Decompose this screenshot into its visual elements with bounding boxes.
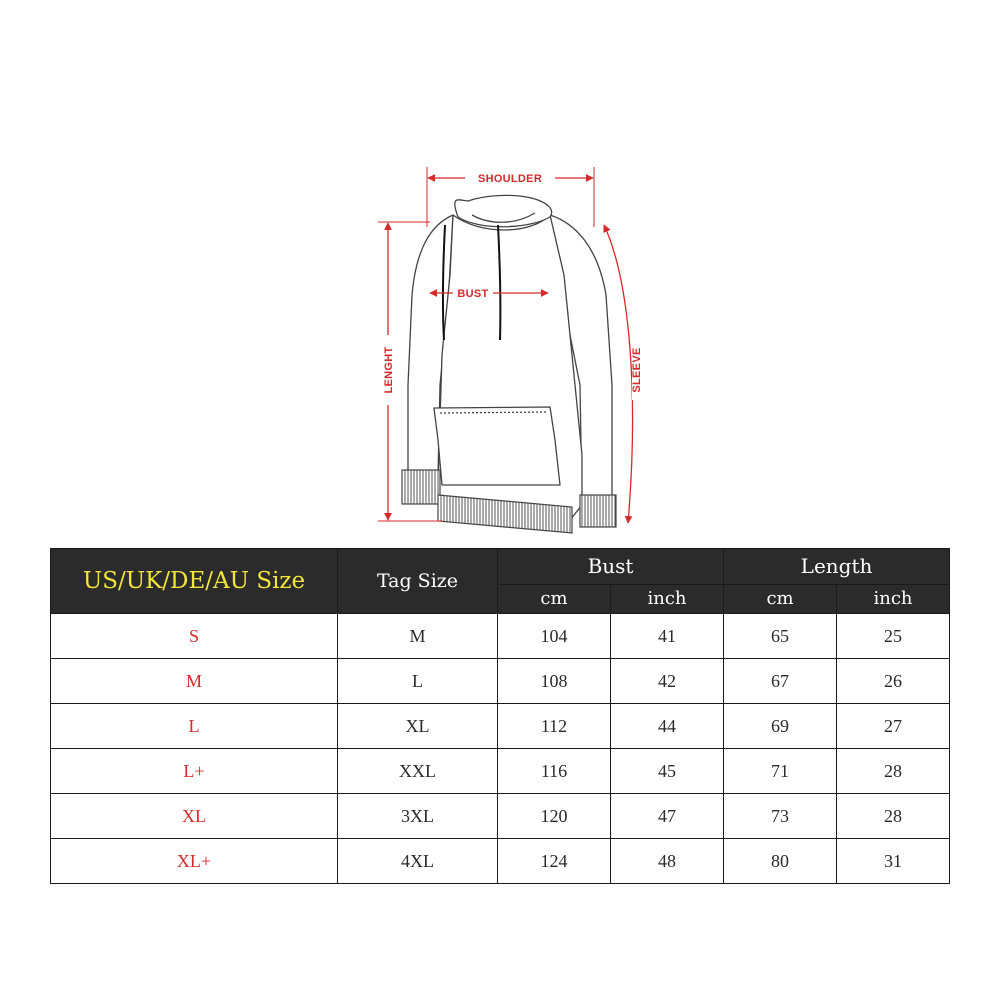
region-size-cell: XL [51, 794, 338, 839]
length-inch-cell: 25 [837, 614, 950, 659]
header-bust-cm: cm [498, 584, 611, 613]
tag-size-cell: XXL [338, 749, 498, 794]
length-inch-cell: 27 [837, 704, 950, 749]
tag-size-cell: 3XL [338, 794, 498, 839]
bust-cm-cell: 116 [498, 749, 611, 794]
left-cuff [402, 470, 440, 504]
hoodie-illustration [350, 155, 670, 540]
header-bust-inch: inch [611, 584, 724, 613]
tag-size-cell: M [338, 614, 498, 659]
length-inch-cell: 28 [837, 749, 950, 794]
bust-label: BUST [457, 288, 489, 300]
length-inch-cell: 26 [837, 659, 950, 704]
bust-inch-cell: 42 [611, 659, 724, 704]
region-size-cell: M [51, 659, 338, 704]
header-length: Length [724, 549, 950, 585]
bust-cm-cell: 124 [498, 839, 611, 884]
bust-cm-cell: 112 [498, 704, 611, 749]
bust-cm-cell: 104 [498, 614, 611, 659]
header-tag-size: Tag Size [338, 549, 498, 614]
table-row [51, 704, 950, 749]
region-size-cell: XL+ [51, 839, 338, 884]
table-row [51, 659, 950, 704]
region-size-cell: S [51, 614, 338, 659]
table-row [51, 749, 950, 794]
bust-cm-cell: 108 [498, 659, 611, 704]
bust-inch-cell: 44 [611, 704, 724, 749]
length-cm-cell: 71 [724, 749, 837, 794]
table-row [51, 839, 950, 884]
tag-size-cell: XL [338, 704, 498, 749]
size-chart-table [50, 548, 950, 884]
bust-inch-cell: 48 [611, 839, 724, 884]
length-cm-cell: 69 [724, 704, 837, 749]
length-cm-cell: 73 [724, 794, 837, 839]
header-row-top [51, 549, 950, 585]
region-size-cell: L [51, 704, 338, 749]
sleeve-label: SLEEVE [631, 347, 643, 393]
length-cm-cell: 80 [724, 839, 837, 884]
hoodie-measurement-diagram [350, 155, 670, 540]
length-label: LENGHT [383, 346, 395, 394]
bust-cm-cell: 120 [498, 794, 611, 839]
header-region-size: US/UK/DE/AU Size [51, 549, 338, 614]
tag-size-cell: L [338, 659, 498, 704]
length-cm-cell: 67 [724, 659, 837, 704]
bust-inch-cell: 47 [611, 794, 724, 839]
bust-inch-cell: 45 [611, 749, 724, 794]
table-row [51, 614, 950, 659]
header-length-cm: cm [724, 584, 837, 613]
right-cuff [580, 495, 616, 527]
length-inch-cell: 28 [837, 794, 950, 839]
header-bust: Bust [498, 549, 724, 585]
bust-inch-cell: 41 [611, 614, 724, 659]
length-cm-cell: 65 [724, 614, 837, 659]
shoulder-label: SHOULDER [477, 173, 543, 185]
region-size-cell: L+ [51, 749, 338, 794]
tag-size-cell: 4XL [338, 839, 498, 884]
table-row [51, 794, 950, 839]
header-length-inch: inch [837, 584, 950, 613]
length-inch-cell: 31 [837, 839, 950, 884]
